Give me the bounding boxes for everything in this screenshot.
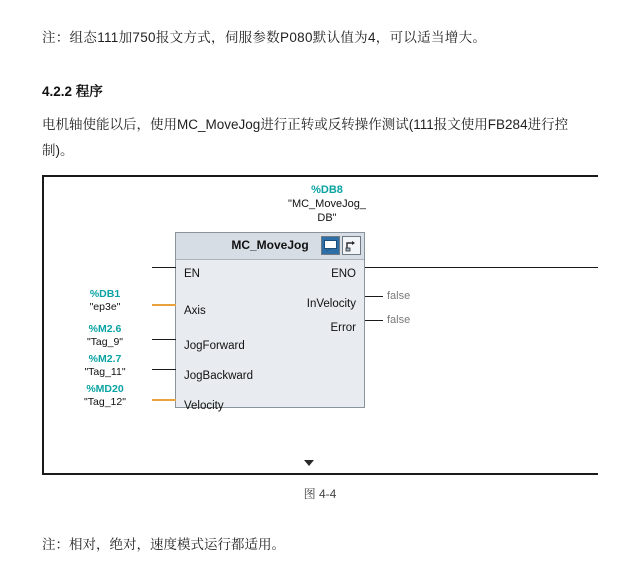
operand-jogforward-address: %M2.6	[88, 323, 122, 335]
body-paragraph: 电机轴使能以后，使用MC_MoveJog进行正转或反转操作测试(111报文使用FB284进行控制)。	[42, 117, 569, 158]
wire-axis	[152, 304, 176, 306]
instance-db-label	[247, 183, 407, 225]
wire-velocity	[152, 399, 176, 401]
pin-velocity: Velocity	[184, 400, 224, 412]
function-block-body	[176, 260, 364, 412]
power-rail-bottom	[42, 473, 598, 475]
function-block[interactable]	[175, 232, 365, 412]
chevron-down-icon[interactable]	[304, 460, 314, 466]
operand-velocity-name: "Tag_12"	[84, 396, 126, 408]
value-invelocity: false	[387, 290, 411, 302]
note-bottom: 注：相对，绝对，速度模式运行都适用。	[42, 537, 285, 552]
ladder-figure	[42, 175, 598, 501]
instance-db-name-line1: "MC_MoveJog_	[288, 198, 366, 210]
pin-error: Error	[330, 322, 356, 334]
wire-eno	[365, 267, 598, 268]
value-error: false	[387, 314, 411, 326]
wire-error	[365, 320, 383, 321]
operand-axis	[62, 288, 148, 314]
operand-jogbackward	[62, 353, 148, 379]
jump-icon[interactable]	[342, 236, 361, 255]
note-top: 注：组态111加750报文方式，伺服参数P080默认值为4，可以适当增大。	[42, 30, 487, 45]
pin-en: EN	[184, 268, 200, 280]
operand-axis-address: %DB1	[89, 288, 121, 300]
operand-jogbackward-address: %M2.7	[88, 353, 122, 365]
function-block-title: MC_MoveJog	[231, 238, 309, 252]
pin-jogforward: JogForward	[184, 340, 245, 352]
operand-axis-name: "ep3e"	[89, 301, 121, 313]
operand-velocity-address: %MD20	[86, 383, 124, 395]
power-rail-top	[42, 175, 598, 177]
pin-invelocity: InVelocity	[306, 298, 356, 310]
operand-jogforward-name: "Tag_9"	[86, 336, 124, 348]
section-heading: 4.2.2 程序	[42, 84, 103, 99]
operand-velocity	[62, 383, 148, 409]
power-rail-left	[42, 175, 44, 475]
comment-icon[interactable]	[321, 236, 340, 255]
wire-en	[152, 267, 176, 268]
wire-jogforward	[152, 339, 176, 340]
figure-caption: 图 4-4	[303, 487, 337, 501]
pin-eno: ENO	[331, 268, 356, 280]
pin-axis: Axis	[184, 305, 206, 317]
instance-db-number: %DB8	[311, 184, 343, 196]
pin-jogbackward: JogBackward	[184, 370, 254, 382]
function-block-header	[176, 233, 364, 260]
instance-db-name-line2: DB"	[317, 212, 337, 224]
wire-jogbackward	[152, 369, 176, 370]
operand-jogbackward-name: "Tag_11"	[84, 366, 126, 378]
operand-jogforward	[62, 323, 148, 349]
wire-invelocity	[365, 296, 383, 297]
function-block-icon-group	[321, 236, 361, 255]
